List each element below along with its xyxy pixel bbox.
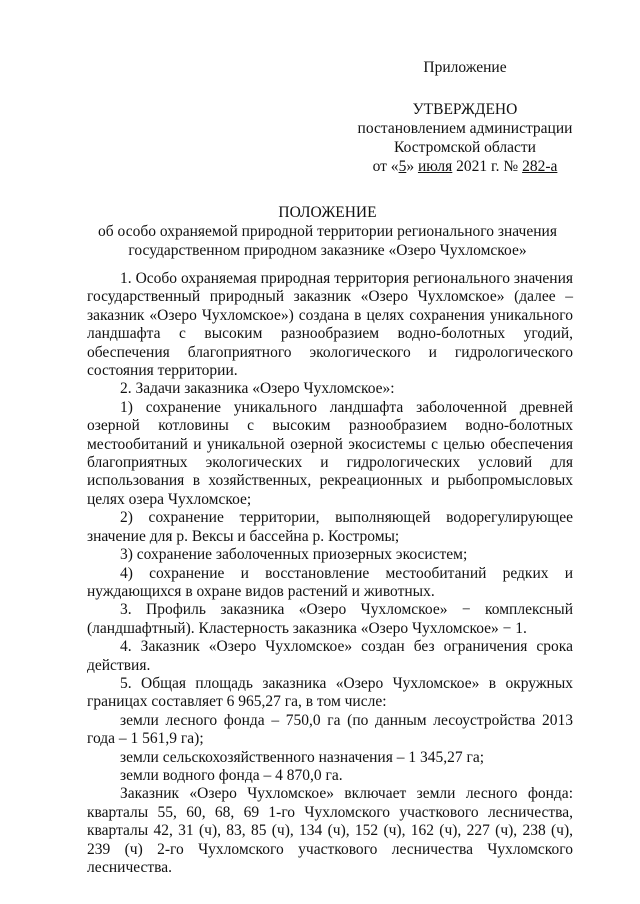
title-subtitle-2: государственном природном заказнике «Озеро Чухломское»: [128, 242, 527, 259]
approval-date-line: [340, 157, 590, 176]
title-heading: ПОЛОЖЕНИЕ: [278, 204, 377, 221]
approved-line-1: постановлением администрации: [357, 120, 573, 137]
paragraph: 1. Особо охраняемая природная территория регионального значения государственный природный заказник «Озеро Чухломское» (далее – заказник «Озеро Чухломское») создана в целях сохранения уникального ландшафта с высоким разнообразием водно-болотных угодий, обеспечения благоприятного экологического и гидрологического состояния территории.: [87, 270, 573, 380]
paragraph: 2. Задачи заказника «Озеро Чухломское»:: [120, 380, 395, 398]
paragraph: 4. Заказник «Озеро Чухломское» создан без ограничения срока действия.: [87, 638, 573, 674]
paragraph: Заказник «Озеро Чухломское» включает земли лесного фонда: кварталы 55, 60, 68, 69 1-го Чухломского участкового лесничества, кварталы 42, 31 (ч), 83, 85 (ч), 134 (ч), 152 (ч), 162 (ч), 227 (ч), 238 (ч), 239 (ч) 2-го Чухломского участкового лесничества Чухломского лесничества.: [87, 785, 573, 876]
decree-number: 282-а: [522, 158, 558, 175]
date-day: 5: [398, 158, 407, 175]
paragraph: 4) сохранение и восстановление местообитаний редких и нуждающихся в охране видов растений и животных.: [87, 564, 573, 600]
paragraph: земли лесного фонда – 750,0 га (по данным лесоустройства 2013 года – 1 561,9 га);: [87, 711, 573, 748]
approved-heading: УТВЕРЖДЕНО: [412, 101, 518, 118]
approval-block: [340, 100, 590, 176]
paragraph: 5. Общая площадь заказника «Озеро Чухломское» в окружных границах составляет 6 965,27 га, в том числе:: [87, 674, 573, 711]
approved-line-2: Костромской области: [394, 139, 536, 156]
date-year: 2021 г. №: [452, 158, 523, 175]
document-title: [85, 203, 570, 260]
appendix-label: Приложение: [423, 59, 507, 76]
title-subtitle-1: об особо охраняемой природной территории регионального значения: [98, 223, 557, 240]
paragraph: земли сельскохозяйственного назначения – 1 345,27 га;: [120, 748, 485, 766]
paragraph: земли водного фонда – 4 870,0 га.: [120, 766, 343, 784]
date-prefix: от «: [372, 158, 399, 175]
date-month: июля: [417, 158, 453, 175]
date-mid: »: [406, 158, 418, 175]
paragraph: 3) сохранение заболоченных приозерных экосистем;: [120, 546, 468, 564]
paragraph: 3. Профиль заказника «Озеро Чухломское» − комплексный (ландшафтный). Кластерность заказника «Озеро Чухломское» − 1.: [87, 601, 573, 637]
paragraph: 2) сохранение территории, выполняющей водорегулирующее значение для р. Вексы и бассейна р. Костромы;: [87, 509, 573, 545]
document-body: [87, 270, 573, 877]
paragraph: 1) сохранение уникального ландшафта заболоченной древней озерной котловины с высоким разнообразием водно-болотных местообитаний и уникальной озерной экосистемы с целью обеспечения благоприятных экологических и гидрологических условий для использования в хозяйственных, рекреационных и рыбопромысловых целях озера Чухломское;: [87, 398, 573, 508]
